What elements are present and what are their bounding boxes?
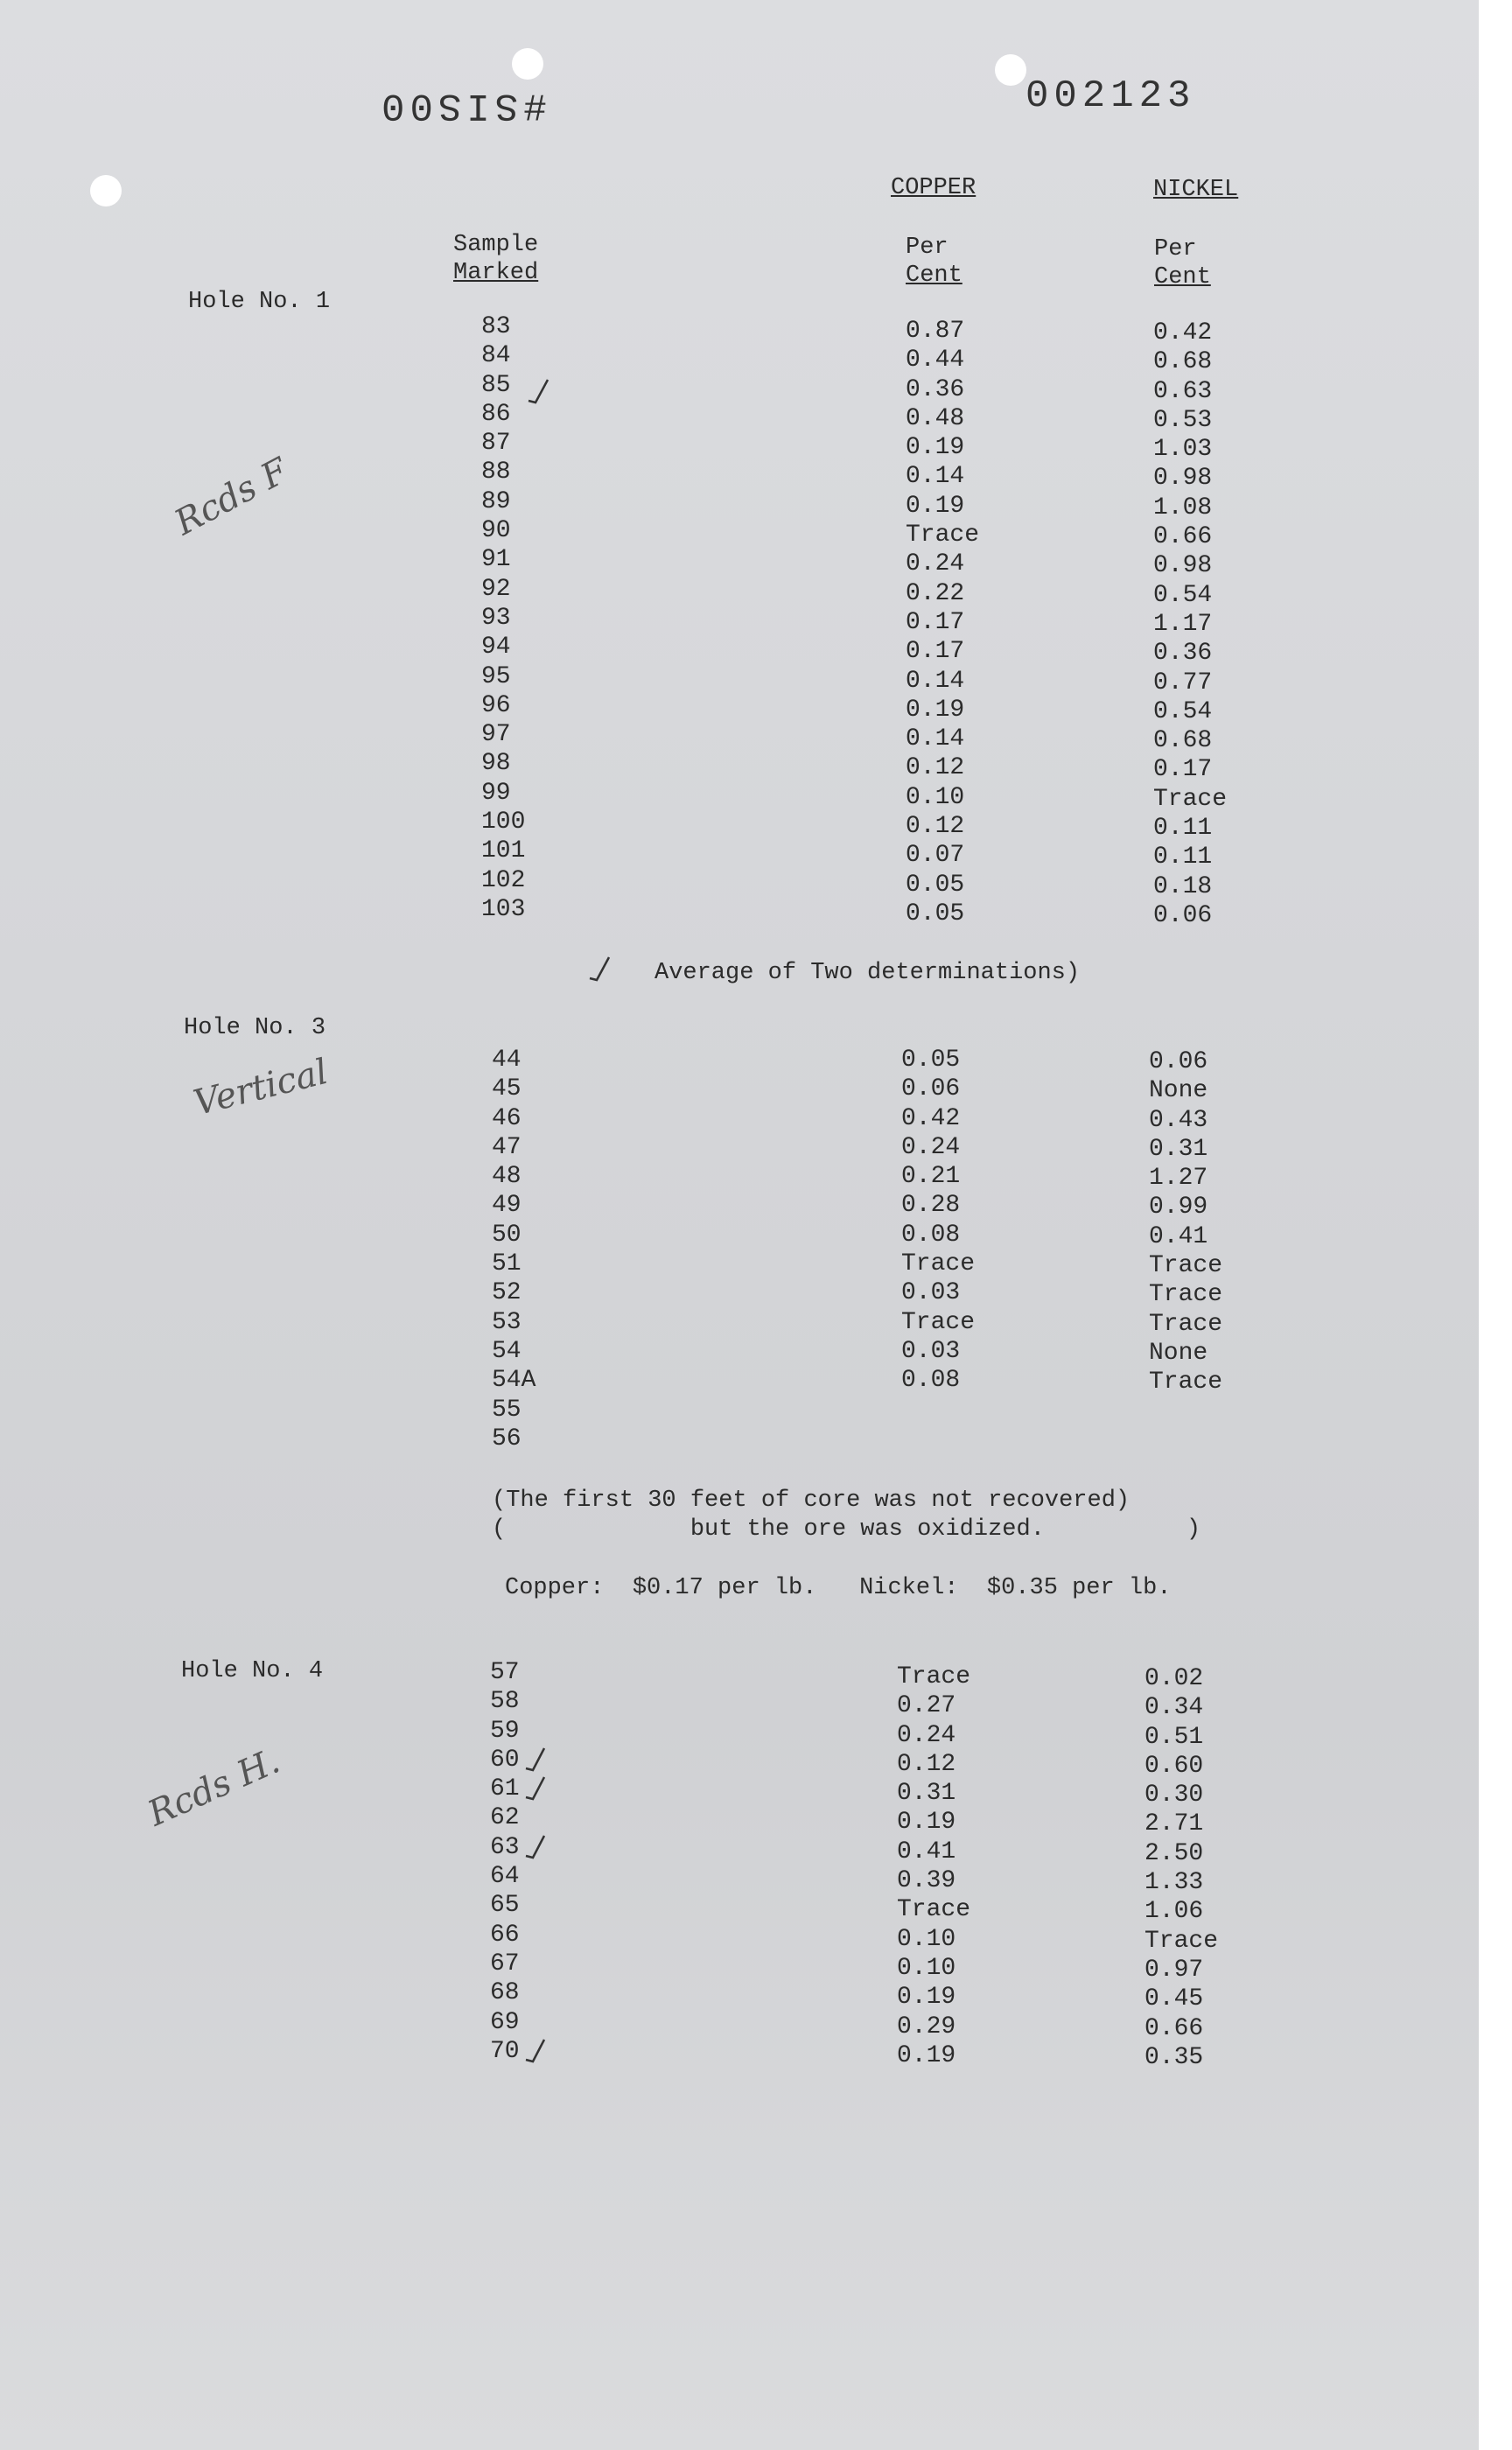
copper-cell: 0.10 [897,1925,956,1953]
nickel-cell: 0.31 [1149,1135,1208,1163]
nickel-cell: 0.36 [1153,640,1213,668]
hole-3-label: Hole No. 3 [184,1015,326,1041]
sample-cell: 53 [492,1308,522,1336]
sample-cell: 68 [490,1979,520,2007]
copper-cell: Trace [897,1663,971,1690]
nickel-cell: 0.54 [1153,581,1213,609]
nickel-cell: 0.45 [1144,1985,1204,2013]
stamp-code-right: 002123 [1026,74,1196,118]
copper-cell: 0.87 [906,318,965,345]
sample-cell: 69 [490,2008,520,2036]
copper-cell: 0.05 [906,900,965,928]
nickel-cell: 0.11 [1153,815,1213,843]
copper-cell: 0.41 [897,1838,956,1866]
copper-cell: 0.19 [897,1809,956,1837]
hole-3-nickel [1149,1047,1222,1397]
copper-cell: 0.03 [901,1337,961,1365]
sample-cell: 103 [481,895,526,923]
sample-cell: 95 [481,662,511,690]
nickel-cell: 1.03 [1153,436,1213,464]
sample-cell: 62 [490,1804,520,1832]
nickel-cell: 0.66 [1153,523,1213,551]
nickel-cell: 1.08 [1153,494,1213,522]
nickel-cell: Trace [1149,1281,1223,1309]
sample-cell: 55 [492,1396,522,1424]
nickel-cell: 0.51 [1144,1723,1204,1751]
sample-cell: 56 [492,1424,522,1452]
copper-cell: 0.27 [897,1692,956,1720]
sample-cell: 102 [481,866,526,894]
check-mark-icon [586,954,612,984]
nickel-cell: 0.06 [1149,1048,1208,1075]
nickel-cell: 0.54 [1153,697,1213,725]
nickel-cell: 0.63 [1153,377,1213,405]
sample-cell: 88 [481,458,511,486]
nickel-cell: 0.34 [1144,1694,1204,1722]
copper-cell: 0.03 [901,1279,961,1307]
nickel-cell: 0.60 [1144,1752,1204,1780]
sample-cell: 49 [492,1192,522,1220]
punch-hole-top-center [512,48,543,80]
sample-cell: 89 [481,487,511,515]
sample-cell: 50 [492,1221,522,1249]
sample-cell: 84 [481,342,511,370]
hole-4-label: Hole No. 4 [181,1658,324,1684]
copper-cell: Trace [897,1896,971,1924]
sample-cell: 47 [492,1133,522,1161]
nickel-cell: Trace [1144,1927,1219,1955]
copper-cell: 0.14 [906,667,965,695]
sample-cell: 96 [481,691,511,719]
hole-4-samples [490,1658,520,2066]
copper-cell: 0.24 [897,1721,956,1749]
nickel-cell: 0.53 [1153,406,1213,434]
sample-cell: 61 [490,1775,520,1803]
nickel-cell: 0.98 [1153,552,1213,580]
copper-cell: 0.19 [897,2041,956,2069]
copper-cell: 0.19 [906,696,965,724]
copper-cell: 0.42 [901,1104,961,1132]
nickel-cell: Trace [1149,1310,1223,1338]
hole-1-label: Hole No. 1 [188,289,331,315]
price-note: Copper: $0.17 per lb. Nickel: $0.35 per lb. [505,1575,1172,1601]
copper-cell: 0.05 [901,1046,961,1074]
nickel-cent-label: Cent [1154,264,1211,290]
stamp-code-left: #SIS00 [376,83,547,127]
nickel-cell: 1.27 [1149,1165,1208,1193]
copper-cell: 0.12 [906,754,965,782]
nickel-cell: Trace [1149,1252,1223,1280]
sample-cell: 100 [481,808,526,836]
sample-cell: 54A [492,1367,536,1395]
sample-cell: 83 [481,313,511,340]
sample-cell: 97 [481,721,511,749]
copper-cell: 0.17 [906,638,965,666]
sample-cell: 94 [481,634,511,662]
punch-hole-top-right [995,54,1026,86]
copper-cell: 0.14 [906,725,965,753]
sample-cell: 87 [481,430,511,458]
sample-cell: 44 [492,1046,522,1074]
sample-cell: 59 [490,1717,520,1745]
copper-cell: 0.06 [901,1075,961,1103]
sample-cell: 48 [492,1163,522,1191]
copper-cell: 0.10 [906,783,965,811]
hole-3-note-line1: (The first 30 feet of core was not recovered) [492,1488,1130,1514]
sample-cell: 85 [481,371,511,399]
nickel-cell: 0.17 [1153,756,1213,784]
nickel-cell: 0.97 [1144,1956,1204,1984]
copper-cell: 0.29 [897,2012,956,2040]
nickel-cell: 0.68 [1153,727,1213,755]
copper-cell: 0.36 [906,375,965,403]
sample-cell: 86 [481,400,511,428]
nickel-cell: 2.50 [1144,1839,1204,1867]
sample-cell: 65 [490,1892,520,1920]
nickel-cell: 0.02 [1144,1665,1204,1692]
copper-cell: 0.19 [897,1984,956,2012]
sample-cell: 45 [492,1075,522,1103]
copper-cell: 0.24 [901,1133,961,1161]
hole-3-samples [492,1046,536,1453]
sample-cell: 46 [492,1104,522,1132]
sample-cell: 51 [492,1250,522,1278]
nickel-cell: 0.35 [1144,2043,1204,2071]
nickel-cell: None [1149,1339,1208,1367]
copper-cell: 0.24 [906,550,965,578]
copper-cell: 0.44 [906,346,965,374]
copper-cell: 0.12 [897,1750,956,1778]
hole-1-samples [481,312,525,924]
nickel-cell: None [1149,1077,1208,1105]
hole-4-copper [897,1662,970,2070]
copper-cell: Trace [906,522,980,550]
copper-cell: 0.10 [897,1954,956,1982]
nickel-cell: 0.66 [1144,2014,1204,2042]
sample-header-line1: Sample [453,232,539,258]
check-mark-icon [523,1833,548,1861]
nickel-cell: 2.71 [1144,1810,1204,1838]
copper-cell: 0.48 [906,404,965,432]
hole-1-copper [906,317,979,928]
sample-cell: 92 [481,575,511,603]
sample-cell: 64 [490,1863,520,1891]
copper-cell: 0.31 [897,1780,956,1808]
copper-cell: 0.19 [906,492,965,520]
copper-cell: 0.05 [906,871,965,899]
copper-cell: 0.08 [901,1367,961,1395]
sample-header-line2: Marked [453,260,539,286]
copper-per-label: Per [906,234,948,261]
hole-1-annotation: Rcds F [168,451,295,543]
nickel-cell: Trace [1149,1368,1223,1396]
check-mark-icon [523,2037,548,2065]
check-mark-icon [523,1774,548,1802]
sample-cell: 54 [492,1337,522,1365]
copper-cell: 0.14 [906,463,965,491]
nickel-cell: 0.30 [1144,1782,1204,1810]
copper-cell: Trace [901,1308,976,1336]
nickel-column-header: NICKEL [1153,177,1239,203]
hole-4-annotation: Rcds H. [142,1740,286,1835]
sample-cell: 98 [481,750,511,778]
nickel-cell: 1.06 [1144,1898,1204,1926]
sample-cell: 101 [481,837,526,865]
sample-cell: 91 [481,546,511,574]
sample-cell: 90 [481,517,511,545]
nickel-cell: 0.11 [1153,844,1213,872]
copper-cell: 0.22 [906,579,965,607]
copper-cell: 0.39 [897,1867,956,1895]
nickel-cell: 1.17 [1153,610,1213,638]
punch-hole-top-left [90,175,122,206]
sample-cell: 60 [490,1746,520,1774]
nickel-cell: Trace [1153,785,1228,813]
hole-1-footnote: Average of Two determinations) [654,960,1081,986]
nickel-per-label: Per [1154,236,1197,262]
copper-cent-label: Cent [906,262,962,289]
sample-cell: 57 [490,1659,520,1686]
sample-cell: 70 [490,2037,520,2065]
nickel-cell: 0.18 [1153,872,1213,900]
copper-cell: 0.12 [906,813,965,841]
nickel-cell: 0.68 [1153,348,1213,376]
sample-cell: 52 [492,1279,522,1307]
nickel-cell: 0.42 [1153,319,1213,346]
sample-cell: 63 [490,1833,520,1861]
copper-column-header: COPPER [891,175,976,201]
hole-1-nickel [1153,318,1227,930]
check-mark-icon [523,1746,548,1774]
nickel-cell: 1.33 [1144,1869,1204,1897]
hole-4-nickel [1144,1664,1218,2072]
hole-3-annotation: Vertical [189,1051,332,1124]
nickel-cell: 0.06 [1153,901,1213,929]
sample-cell: 67 [490,1950,520,1978]
nickel-cell: 0.77 [1153,668,1213,696]
nickel-cell: 0.43 [1149,1106,1208,1134]
sample-cell: 99 [481,779,511,807]
copper-cell: Trace [901,1250,976,1278]
nickel-cell: 0.99 [1149,1194,1208,1222]
copper-cell: 0.08 [901,1221,961,1249]
nickel-cell: 0.98 [1153,465,1213,493]
sample-cell: 66 [490,1921,520,1949]
nickel-cell: 0.41 [1149,1222,1208,1250]
hole-3-note-line2: ( but the ore was oxidized. ) [492,1516,1201,1543]
hole-3-copper [901,1046,975,1396]
sample-cell: 58 [490,1688,520,1716]
copper-cell: 0.19 [906,434,965,462]
copper-cell: 0.21 [901,1163,961,1191]
copper-cell: 0.17 [906,608,965,636]
copper-cell: 0.07 [906,842,965,870]
check-mark-icon [525,376,551,406]
copper-cell: 0.28 [901,1192,961,1220]
sample-cell: 93 [481,604,511,632]
